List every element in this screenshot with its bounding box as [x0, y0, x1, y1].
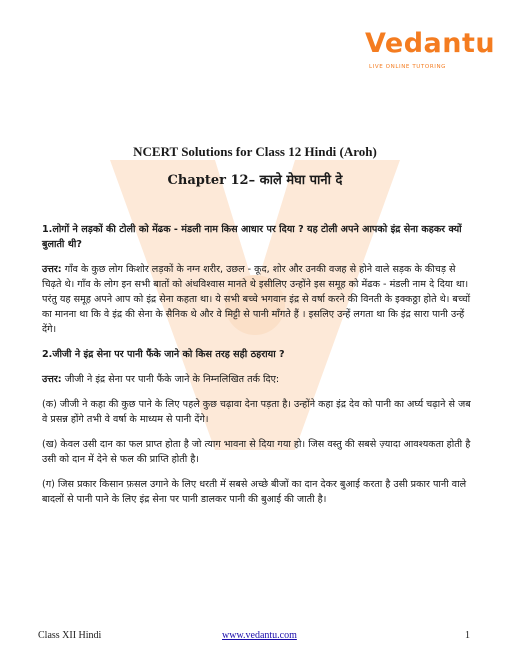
- logo-tagline: LIVE ONLINE TUTORING: [369, 64, 447, 70]
- answer-label: उत्तर:: [42, 264, 62, 275]
- point-ga: (ग) जिस प्रकार किसान फ़सल उगाने के लिए धरती में सबसे अच्छे बीजों का दान देकर बुआई करता है उसी प्रकार पानी वाले बादलों से पानी पाने के लिए इंद्र सेना पर पानी डालकर पानी की बुआई की जाती है।: [42, 479, 467, 505]
- answer-1: [42, 262, 474, 337]
- footer-website-link[interactable]: www.vedantu.com: [222, 630, 297, 641]
- answer-label: उत्तर:: [42, 374, 62, 385]
- chapter-heading: Chapter 12– काले मेघा पानी दे: [167, 173, 343, 188]
- document-body: [42, 222, 474, 517]
- question-1: 1.लोगों ने लड़कों की टोली को मेंढक - मंडली नाम किस आधार पर दिया ? यह टोली अपने आपको इंद्र सेना कहकर क्यों बुलाती थी?: [42, 224, 462, 250]
- point-kha: (ख) केवल उसी दान का फल प्राप्त होता है जो त्याग भावना से दिया गया हो। जिस वस्तु की सबसे ज़्यादा आवश्यकता होती है उसी को दान में देने से फल की प्राप्ति होती है।: [42, 439, 471, 465]
- footer-class-label: Class XII Hindi: [38, 630, 102, 641]
- point-ka: (क) जीजी ने कहा की कुछ पाने के लिए पहले कुछ चढ़ावा देना पड़ता है। उन्होंने कहा इंद्र देव को पानी का अर्घ्य चढ़ाने से जब वे प्रसन्न होंगे तभी वे वर्षा के माध्यम से पानी देंगे।: [42, 399, 471, 425]
- answer-2-text: जीजी ने इंद्र सेना पर पानी फैंके जाने के निम्नलिखित तर्क दिए:: [61, 374, 280, 385]
- document-title: NCERT Solutions for Class 12 Hindi (Aroh): [133, 144, 377, 159]
- question-2: 2.जीजी ने इंद्र सेना पर पानी फैंके जाने को किस तरह सही ठहराया ?: [42, 349, 285, 360]
- answer-2: [42, 372, 474, 387]
- logo-wordmark: Vedantu: [365, 28, 496, 59]
- vedantu-logo: [365, 26, 496, 80]
- page-number: 1: [465, 630, 470, 641]
- answer-1-text: गाँव के कुछ लोग किशोर लड़कों के नग्न शरीर, उछल - कूद, शोर और उनकी वजह से होने वाले सड़क के कीचड़ से चिढ़ते थे। गाँव के लोग इन सभी बातों को अंधविश्वास मानते थे इसीलिए उन्होंने इस समूह को मेंढक - मंडली नाम दे दिया था। परंतु यह समूह अपने आप को इंद्र सेना कहता था। ये सभी बच्चे भगवान इंद्र से वर्षा करने की विनती के इक्कठ्ठा होते थे। बच्चों का मानना था कि वे इंद्र की सेना के सैनिक थे और वे मिट्टी से पानी माँगते हैं । इसलिए उन्हें लगता था कि इंद्र सारा पानी उन्हें देंगे।: [42, 264, 471, 335]
